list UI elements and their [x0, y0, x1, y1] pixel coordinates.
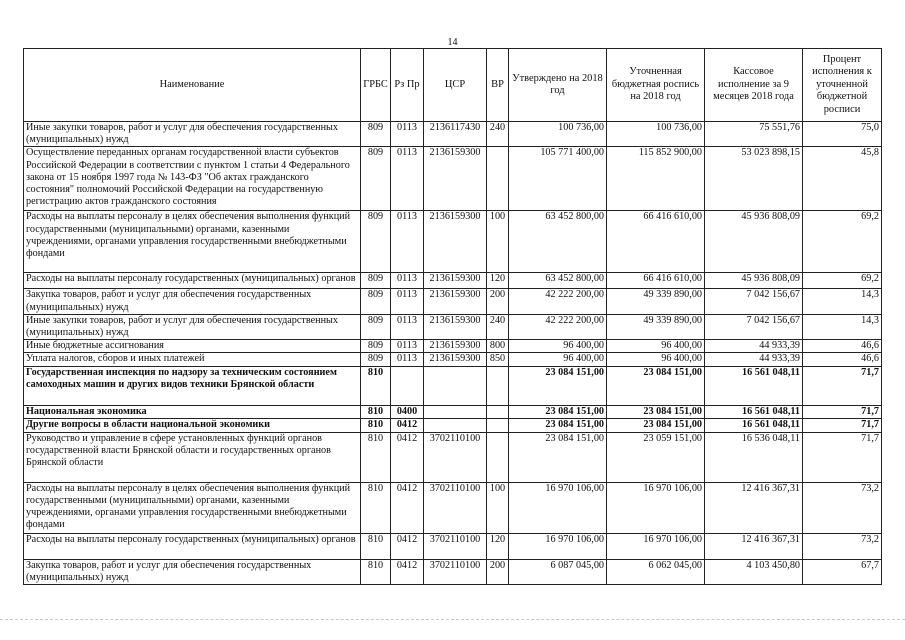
budget-table	[23, 48, 882, 585]
cell-approved: 23 084 151,00	[509, 405, 607, 418]
header-vr: ВР	[487, 49, 509, 122]
cell-cash: 12 416 367,31	[705, 482, 803, 533]
cell-percent: 45,8	[803, 147, 882, 211]
cell-grbs: 809	[361, 314, 391, 339]
cell-rzpr: 0113	[391, 273, 424, 289]
cell-refined: 6 062 045,00	[607, 559, 705, 584]
cell-csr: 2136159300	[424, 314, 487, 339]
cell-cash: 16 536 048,11	[705, 432, 803, 482]
cell-percent: 14,3	[803, 289, 882, 314]
cell-approved: 96 400,00	[509, 340, 607, 353]
cell-rzpr: 0113	[391, 289, 424, 314]
cell-cash: 4 103 450,80	[705, 559, 803, 584]
cell-percent: 71,7	[803, 366, 882, 405]
cell-approved: 6 087 045,00	[509, 559, 607, 584]
cell-name: Закупка товаров, работ и услуг для обеспечения государственных (муниципальных) нужд	[24, 559, 361, 584]
cell-refined: 100 736,00	[607, 122, 705, 147]
cell-refined: 115 852 900,00	[607, 147, 705, 211]
page-number: 14	[447, 37, 458, 48]
cell-cash: 45 936 808,09	[705, 273, 803, 289]
cell-rzpr: 0113	[391, 353, 424, 366]
cell-percent: 71,7	[803, 405, 882, 418]
cell-rzpr: 0412	[391, 559, 424, 584]
cell-csr: 2136159300	[424, 289, 487, 314]
cell-vr: 240	[487, 314, 509, 339]
cell-refined: 23 084 151,00	[607, 418, 705, 432]
cell-vr	[487, 432, 509, 482]
cell-approved: 23 084 151,00	[509, 432, 607, 482]
cell-approved: 23 084 151,00	[509, 418, 607, 432]
cell-name: Расходы на выплаты персоналу государственных (муниципальных) органов	[24, 273, 361, 289]
cell-grbs: 809	[361, 122, 391, 147]
header-refined: Уточненная бюджетная роспись на 2018 год	[607, 49, 705, 122]
cell-cash: 16 561 048,11	[705, 405, 803, 418]
cell-grbs: 810	[361, 366, 391, 405]
cell-refined: 66 416 610,00	[607, 273, 705, 289]
cell-csr	[424, 405, 487, 418]
cell-vr: 100	[487, 211, 509, 273]
cell-grbs: 810	[361, 482, 391, 533]
cell-approved: 100 736,00	[509, 122, 607, 147]
cell-percent: 46,6	[803, 340, 882, 353]
cell-rzpr: 0412	[391, 482, 424, 533]
cell-percent: 46,6	[803, 353, 882, 366]
cell-vr	[487, 405, 509, 418]
cell-csr: 3702110100	[424, 533, 487, 559]
cell-refined: 66 416 610,00	[607, 211, 705, 273]
scan-edge-line	[0, 619, 905, 621]
cell-csr: 3702110100	[424, 432, 487, 482]
cell-approved: 23 084 151,00	[509, 366, 607, 405]
cell-vr: 120	[487, 533, 509, 559]
cell-csr	[424, 418, 487, 432]
cell-percent: 73,2	[803, 482, 882, 533]
cell-csr: 2136159300	[424, 273, 487, 289]
cell-cash: 44 933,39	[705, 353, 803, 366]
cell-approved: 42 222 200,00	[509, 314, 607, 339]
cell-approved: 63 452 800,00	[509, 273, 607, 289]
cell-refined: 23 084 151,00	[607, 366, 705, 405]
table-row	[24, 559, 882, 584]
cell-vr: 200	[487, 289, 509, 314]
table-row	[24, 353, 882, 366]
table-row	[24, 366, 882, 405]
cell-name: Иные закупки товаров, работ и услуг для обеспечения государственных (муниципальных) нужд	[24, 314, 361, 339]
table-row	[24, 340, 882, 353]
cell-grbs: 809	[361, 289, 391, 314]
cell-rzpr: 0412	[391, 533, 424, 559]
cell-vr: 100	[487, 482, 509, 533]
cell-grbs: 810	[361, 432, 391, 482]
cell-grbs: 810	[361, 559, 391, 584]
cell-name: Иные закупки товаров, работ и услуг для обеспечения государственных (муниципальных) нужд	[24, 122, 361, 147]
table-row	[24, 533, 882, 559]
table-row	[24, 122, 882, 147]
cell-csr: 3702110100	[424, 559, 487, 584]
cell-rzpr: 0113	[391, 314, 424, 339]
cell-vr	[487, 366, 509, 405]
cell-grbs: 810	[361, 533, 391, 559]
cell-refined: 16 970 106,00	[607, 533, 705, 559]
cell-rzpr: 0113	[391, 211, 424, 273]
table-row	[24, 289, 882, 314]
cell-approved: 16 970 106,00	[509, 482, 607, 533]
cell-cash: 16 561 048,11	[705, 418, 803, 432]
cell-name: Руководство и управление в сфере установленных функций органов государственной власти Брянской области и государственных органов Брянской области	[24, 432, 361, 482]
cell-percent: 71,7	[803, 432, 882, 482]
header-row	[24, 49, 882, 122]
table-row	[24, 314, 882, 339]
cell-grbs: 810	[361, 405, 391, 418]
cell-name: Расходы на выплаты персоналу в целях обеспечения выполнения функций государственными (муниципальными) органами, казенными учреждениями, органами управления государственными внебюджетными фондами	[24, 482, 361, 533]
header-rzpr: Рз Пр	[391, 49, 424, 122]
cell-name: Национальная экономика	[24, 405, 361, 418]
header-csr: ЦСР	[424, 49, 487, 122]
cell-rzpr: 0412	[391, 432, 424, 482]
header-name: Наименование	[24, 49, 361, 122]
cell-percent: 67,7	[803, 559, 882, 584]
header-percent: Процент исполнения к уточненной бюджетной росписи	[803, 49, 882, 122]
cell-cash: 75 551,76	[705, 122, 803, 147]
table-row	[24, 273, 882, 289]
cell-percent: 14,3	[803, 314, 882, 339]
cell-refined: 23 084 151,00	[607, 405, 705, 418]
cell-name: Другие вопросы в области национальной экономики	[24, 418, 361, 432]
table-row	[24, 147, 882, 211]
cell-name: Иные бюджетные ассигнования	[24, 340, 361, 353]
cell-cash: 53 023 898,15	[705, 147, 803, 211]
cell-vr: 240	[487, 122, 509, 147]
cell-name: Расходы на выплаты персоналу в целях обеспечения выполнения функций государственными (муниципальными) органами, казенными учреждениями, органами управления государственными внебюджетными фондами	[24, 211, 361, 273]
cell-grbs: 809	[361, 147, 391, 211]
cell-percent: 69,2	[803, 273, 882, 289]
cell-percent: 71,7	[803, 418, 882, 432]
cell-cash: 45 936 808,09	[705, 211, 803, 273]
cell-vr: 800	[487, 340, 509, 353]
cell-csr: 2136159300	[424, 340, 487, 353]
cell-csr	[424, 366, 487, 405]
cell-rzpr: 0400	[391, 405, 424, 418]
cell-refined: 23 059 151,00	[607, 432, 705, 482]
cell-vr	[487, 418, 509, 432]
cell-approved: 16 970 106,00	[509, 533, 607, 559]
cell-approved: 63 452 800,00	[509, 211, 607, 273]
cell-csr: 2136159300	[424, 147, 487, 211]
cell-name: Уплата налогов, сборов и иных платежей	[24, 353, 361, 366]
cell-csr: 2136159300	[424, 353, 487, 366]
cell-grbs: 809	[361, 273, 391, 289]
cell-approved: 105 771 400,00	[509, 147, 607, 211]
cell-name: Закупка товаров, работ и услуг для обеспечения государственных (муниципальных) нужд	[24, 289, 361, 314]
table-row	[24, 418, 882, 432]
cell-refined: 49 339 890,00	[607, 289, 705, 314]
cell-name: Осуществление переданных органам государственной власти субъектов Российской Федерации в соответствии с пунктом 1 статьи 4 Федерального закона от 15 ноября 1997 года № 143-ФЗ "Об актах гражданского состояния" полномочий Российской Федерации на государственную регистрацию актов гражданского состояния	[24, 147, 361, 211]
cell-vr: 850	[487, 353, 509, 366]
header-cash: Кассовое исполнение за 9 месяцев 2018 года	[705, 49, 803, 122]
cell-rzpr	[391, 366, 424, 405]
cell-name: Расходы на выплаты персоналу государственных (муниципальных) органов	[24, 533, 361, 559]
cell-refined: 96 400,00	[607, 353, 705, 366]
cell-cash: 44 933,39	[705, 340, 803, 353]
cell-vr: 200	[487, 559, 509, 584]
header-approved: Утверждено на 2018 год	[509, 49, 607, 122]
cell-rzpr: 0113	[391, 122, 424, 147]
cell-approved: 42 222 200,00	[509, 289, 607, 314]
cell-refined: 16 970 106,00	[607, 482, 705, 533]
cell-refined: 96 400,00	[607, 340, 705, 353]
cell-cash: 12 416 367,31	[705, 533, 803, 559]
cell-rzpr: 0412	[391, 418, 424, 432]
cell-rzpr: 0113	[391, 147, 424, 211]
cell-percent: 75,0	[803, 122, 882, 147]
cell-vr: 120	[487, 273, 509, 289]
cell-approved: 96 400,00	[509, 353, 607, 366]
cell-csr: 3702110100	[424, 482, 487, 533]
header-grbs: ГРБС	[361, 49, 391, 122]
cell-grbs: 810	[361, 418, 391, 432]
cell-cash: 16 561 048,11	[705, 366, 803, 405]
cell-percent: 69,2	[803, 211, 882, 273]
cell-grbs: 809	[361, 340, 391, 353]
cell-cash: 7 042 156,67	[705, 289, 803, 314]
cell-csr: 2136159300	[424, 211, 487, 273]
cell-grbs: 809	[361, 353, 391, 366]
cell-vr	[487, 147, 509, 211]
cell-percent: 73,2	[803, 533, 882, 559]
cell-grbs: 809	[361, 211, 391, 273]
table-row	[24, 482, 882, 533]
cell-cash: 7 042 156,67	[705, 314, 803, 339]
cell-refined: 49 339 890,00	[607, 314, 705, 339]
table-row	[24, 211, 882, 273]
cell-name: Государственная инспекция по надзору за техническим состоянием самоходных машин и других видов техники Брянской области	[24, 366, 361, 405]
table-row	[24, 405, 882, 418]
cell-csr: 2136117430	[424, 122, 487, 147]
table-row	[24, 432, 882, 482]
cell-rzpr: 0113	[391, 340, 424, 353]
